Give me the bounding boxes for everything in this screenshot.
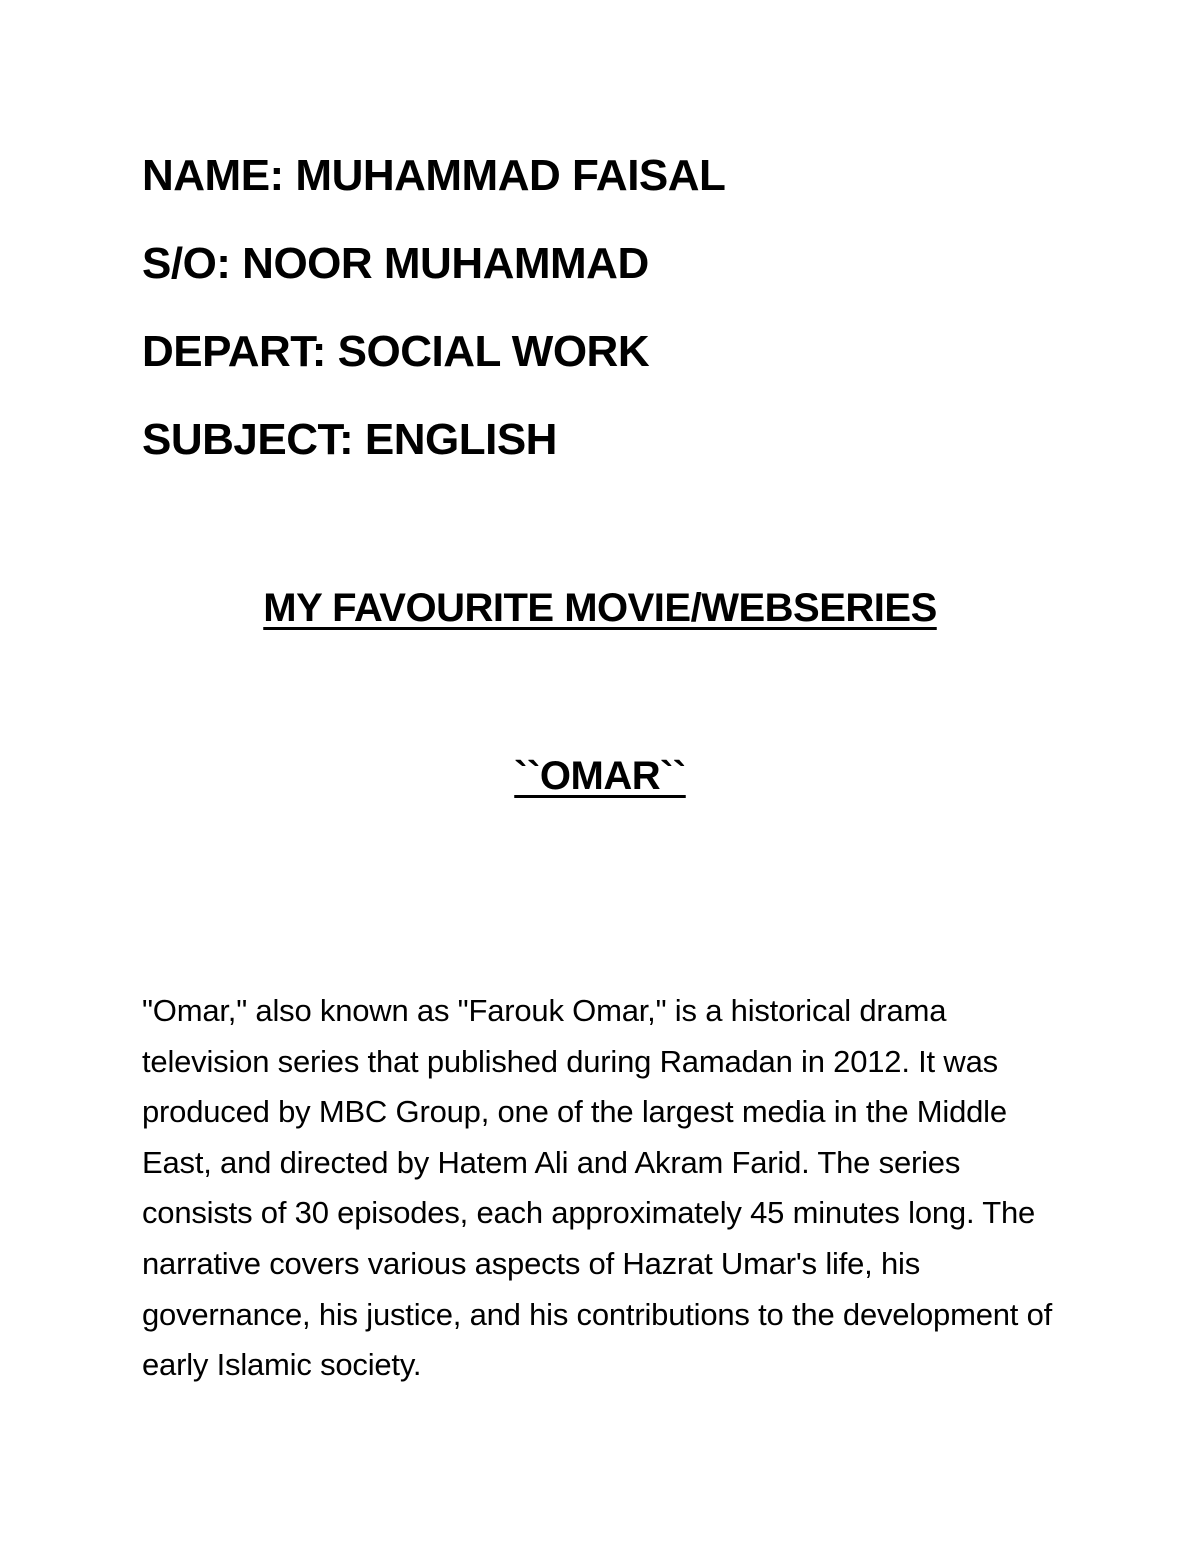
father-name: S/O: NOOR MUHAMMAD	[142, 239, 649, 288]
student-name: NAME: MUHAMMAD FAISAL	[142, 151, 726, 200]
series-title-text: ``OMAR``	[514, 754, 686, 798]
department: DEPART: SOCIAL WORK	[142, 327, 650, 376]
page-heading	[0, 584, 1200, 632]
subject: SUBJECT: ENGLISH	[142, 415, 557, 464]
series-title	[0, 752, 1200, 800]
body-paragraph: "Omar," also known as "Farouk Omar," is a historical drama television series that published during Ramadan in 2012. It was produced by MBC Group, one of the largest media in the Middle East, and directed by Hatem Ali and Akram Farid. The series consists of 30 episodes, each approximately 45 minutes long. The narrative covers various aspects of Hazrat Umar's life, his governance, his justice, and his contributions to the development of early Islamic society.	[142, 993, 1053, 1383]
page-heading-text: MY FAVOURITE MOVIE/WEBSERIES	[263, 586, 937, 630]
